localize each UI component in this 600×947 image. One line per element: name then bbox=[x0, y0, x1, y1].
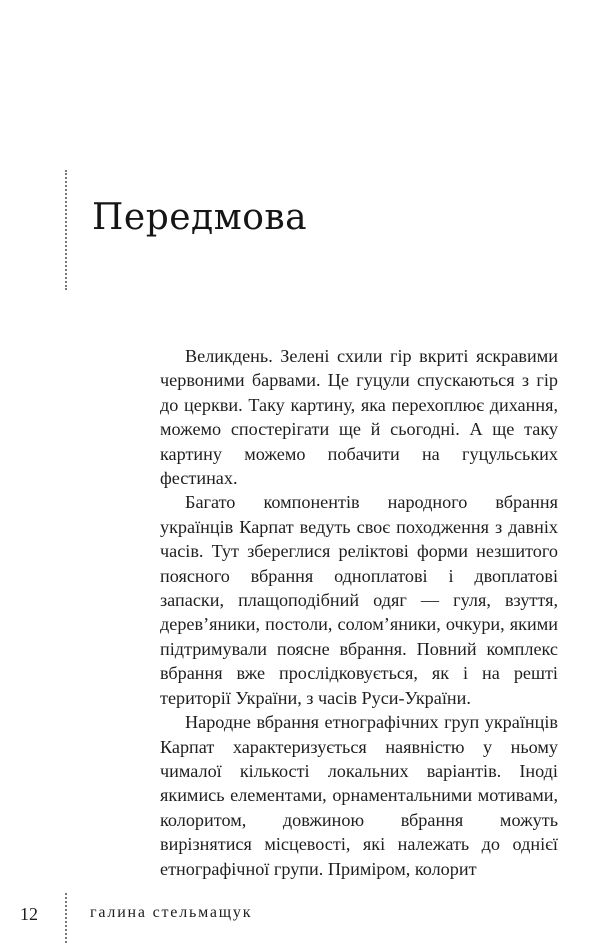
dotted-rule-top bbox=[65, 170, 67, 290]
page-number: 12 bbox=[20, 904, 38, 924]
paragraph: Великдень. Зелені схили гір вкриті яскравими червоними барвами. Це гуцули спускаються з гір до церкви. Таку картину, яка перехоплює дихання, можемо спостерігати ще й сьогодні. А ще таку картину можемо побачити на гуцульських фестинах. bbox=[160, 346, 558, 489]
chapter-title: Передмова bbox=[92, 197, 308, 238]
body-text bbox=[160, 344, 558, 881]
dotted-rule-bottom bbox=[65, 893, 67, 943]
running-author: галина стельмащук bbox=[90, 904, 253, 921]
paragraph: Багато компонентів народного вбрання українців Карпат ведуть своє походження з давніх часів. Тут збереглися реліктові форми незшитого поясного вбрання одноплатові і двоплатові запаски, плащоподібний одяг — гуля, взуття, дерев’яники, постоли, солом’яники, очкури, якими підтримували поясне вбрання. Повний комплекс вбрання вже прослідковується, як і на решті території України, з часів Руси-України. bbox=[160, 492, 558, 708]
paragraph: Народне вбрання етнографічних груп українців Карпат характеризується наявністю у ньому чималої кількості локальних варіантів. Іноді якимись елементами, орнаментальними мотивами, колоритом, довжиною вбрання можуть вирізнятися місцевості, які належать до однієї етнографічної групи. Примiром, колорит bbox=[160, 712, 558, 879]
